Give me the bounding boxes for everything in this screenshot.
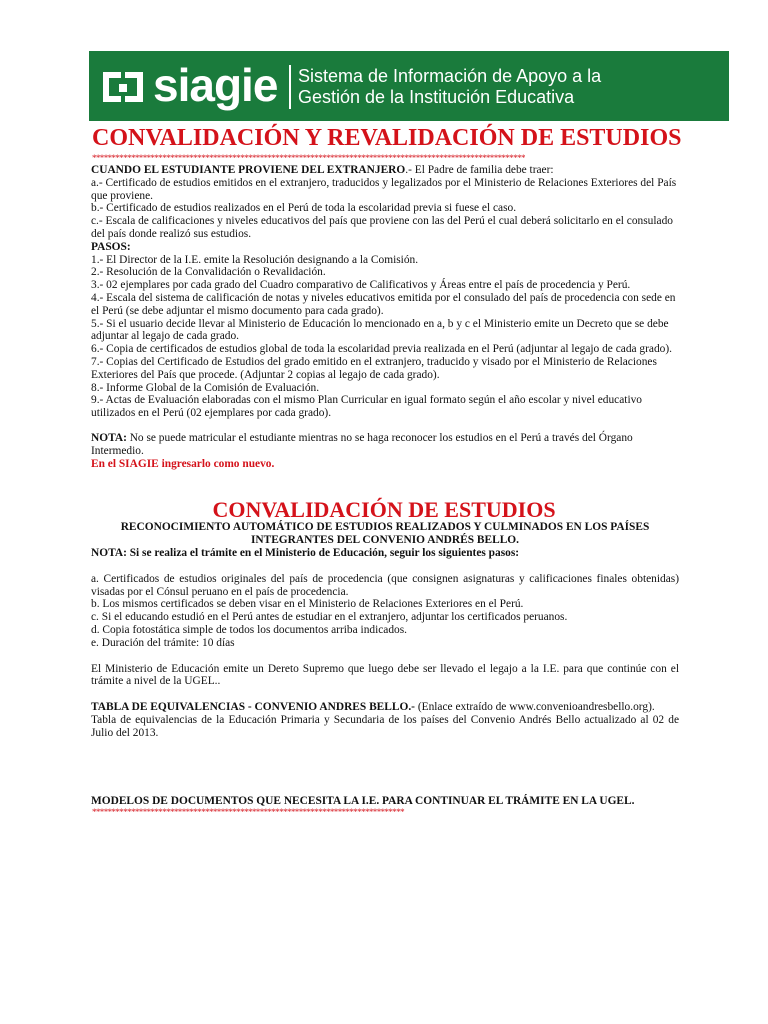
paso-item: 6.- Copia de certificados de estudios global de toda la escolaridad previa realizada en el Perú (adjuntar al legajo de cada grado). bbox=[91, 343, 672, 356]
tabla-paragraph bbox=[91, 701, 679, 714]
logo-wordmark: siagie bbox=[153, 59, 278, 111]
section1-body bbox=[91, 164, 679, 470]
paso-item: 2.- Resolución de la Convalidación o Revalidación. bbox=[91, 266, 326, 279]
intro-rest: .- El Padre de familia debe traer: bbox=[405, 164, 554, 176]
tabla-description: Tabla de equivalencias de la Educación Primaria y Secundaria de los países del Convenio Andrés Bello actualizado al 02 de Julio del 2013. bbox=[91, 713, 679, 739]
paso-item: 8.- Informe Global de la Comisión de Evaluación. bbox=[91, 381, 320, 394]
convenio-item: b. Los mismos certificados se deben visar en el Ministerio de Relaciones Exteriores en el Perú. bbox=[91, 598, 524, 611]
intro-bold: CUANDO EL ESTUDIANTE PROVIENE DEL EXTRANJERO bbox=[91, 164, 406, 176]
modelos-heading: MODELOS DE DOCUMENTOS QUE NECESITA LA I.E. PARA CONTINUAR EL TRÁMITE EN LA UGEL. bbox=[91, 795, 635, 807]
paso-item: 3.- 02 ejemplares por cada grado del Cuadro comparativo de Calificativos y Áreas entre el país de procedencia y Perú. bbox=[91, 279, 631, 292]
paso-item: 7.- Copias del Certificado de Estudios del grado emitido en el extranjero, traducido y visado por el Ministerio de Relaciones Exteriores del País que procede. (Adjuntar 2 copias al legajo de cada grado). bbox=[91, 355, 657, 381]
tabla-title: TABLA DE EQUIVALENCIAS - CONVENIO ANDRES BELLO.- bbox=[91, 701, 415, 714]
requirement-item: a.- Certificado de estudios emitidos en el extranjero, traducidos y legalizados por el Ministerio de Relaciones Exteriores del País que proviene. bbox=[91, 176, 677, 202]
paso-item: 1.- El Director de la I.E. emite la Resolución designando a la Comisión. bbox=[91, 253, 419, 266]
siagie-note: En el SIAGIE ingresarlo como nuevo. bbox=[91, 457, 275, 470]
section2-nota: NOTA: Si se realiza el trámite en el Ministerio de Educación, seguir los siguientes pasos: bbox=[91, 547, 520, 559]
requirement-item: b.- Certificado de estudios realizados en el Perú de toda la escolaridad previa si fuese el caso. bbox=[91, 202, 517, 215]
intro-line bbox=[91, 164, 679, 177]
section2-stars-divider: ******************************************************************************** bbox=[92, 808, 405, 816]
nota-text: No se puede matricular el estudiante mientras no se haga reconocer los estudios en el Perú a través del Órgano Intermedio. bbox=[91, 431, 633, 457]
convenio-item: c. Si el educando estudió en el Perú antes de estudiar en el extranjero, adjuntar los certificados peruanos. bbox=[91, 611, 568, 624]
convenio-item: d. Copia fotostática simple de todos los documentos arriba indicados. bbox=[91, 623, 408, 636]
banner-divider bbox=[289, 65, 291, 109]
convenio-item: e. Duración del trámite: 10 días bbox=[91, 636, 235, 649]
banner-subtitle-line1: Sistema de Información de Apoyo a la bbox=[298, 66, 602, 86]
section2-title: CONVALIDACIÓN DE ESTUDIOS bbox=[212, 497, 556, 522]
section1-stars-divider: *************************************************************************************************************** bbox=[92, 154, 525, 162]
section2-subtitle: RECONOCIMIENTO AUTOMÁTICO DE ESTUDIOS REALIZADOS Y CULMINADOS EN LOS PAÍSES INTEGRANTES DEL CONVENIO ANDRÉS BELLO. bbox=[120, 521, 650, 546]
section2-body bbox=[91, 547, 679, 740]
paso-item: 5.- Si el usuario decide llevar al Ministerio de Educación lo mencionado en a, b y c el Ministerio emite un Decreto que se debe adjuntar al legajo de cada grado. bbox=[91, 317, 669, 343]
siagie-banner bbox=[89, 51, 729, 121]
banner-subtitle bbox=[298, 66, 601, 108]
siagie-logo-icon bbox=[99, 68, 147, 106]
requirement-item: c.- Escala de calificaciones y niveles educativos del país que proviene con las del Perú el cual deberá solicitarlo en el consulado del país donde realizó sus estudios. bbox=[91, 215, 673, 240]
decree-paragraph: El Ministerio de Educación emite un Dereto Supremo que luego debe ser llevado el legajo a la I.E. para que continúe con el trámite a nivel de la UGEL.. bbox=[91, 662, 679, 688]
paso-item: 4.- Escala del sistema de calificación de notas y niveles educativos emitida por el consulado del país de procedencia con sede en el Perú (se debe adjuntar el mismo documento para cada grado). bbox=[91, 291, 676, 317]
pasos-label: PASOS: bbox=[91, 240, 131, 253]
paso-item: 9.- Actas de Evaluación elaboradas con el mismo Plan Curricular en igual formato según el año escolar y nivel educativo utilizados en el Perú (02 ejemplares por cada grado). bbox=[91, 394, 642, 420]
tabla-link-text[interactable]: (Enlace extraído de www.convenioandresbello.org). bbox=[414, 701, 655, 714]
banner-subtitle-line2: Gestión de la Institución Educativa bbox=[298, 87, 575, 107]
convenio-item: a. Certificados de estudios originales del país de procedencia (que consignen asignaturas y calificaciones finales obtenidas) visadas por el Cónsul peruano en el país de procedencia. bbox=[91, 572, 679, 598]
nota-label: NOTA: bbox=[91, 431, 127, 444]
nota-paragraph bbox=[91, 432, 679, 458]
section1-title: CONVALIDACIÓN Y REVALIDACIÓN DE ESTUDIOS bbox=[92, 125, 682, 151]
